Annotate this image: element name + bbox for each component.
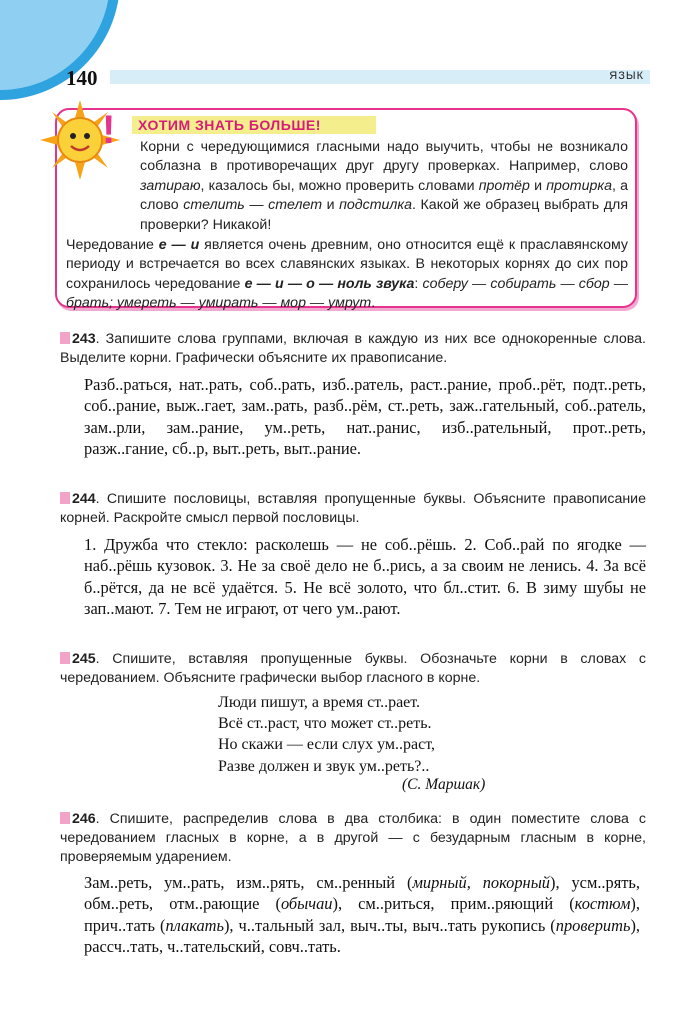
section-label: ЯЗЫК (609, 70, 644, 82)
info-paragraph-1: Корни с чередующимися гласными надо выучить, чтобы не возникало соблазна в противоречащих друг другу проверках. Например, слово затираю, казалось бы, можно проверить словами протёр и протирка, а слово стелить — стелет и подстилка. Какой же образец выбрать для проверки? Никакой! (140, 139, 629, 233)
poem-line: Люди пишут, а время ст..рает. (218, 694, 421, 711)
task-number: 244 (72, 491, 96, 507)
task-marker (60, 652, 70, 664)
info-box-title: ХОТИМ ЗНАТЬ БОЛЬШЕ! (132, 116, 376, 134)
poem-line: Но скажи — если слух ум..раст, (218, 736, 436, 754)
task-245-instruction: 245. Спишите, вставляя пропущенные буквы. Обозначьте корни в словах с чередованием. Объясните графически выбор гласного в корне. (60, 651, 646, 686)
task-marker (60, 812, 70, 824)
task-marker (60, 492, 70, 504)
header-band (110, 70, 650, 84)
task-244-instruction: 244. Спишите пословицы, вставляя пропущенные буквы. Объясните правописание корней. Раскройте смысл первой пословицы. (60, 491, 646, 526)
task-243-exercise: Разб..раться, нат..рать, соб..рать, изб..ратель, раст..рание, проб..рёт, подт..реть, соб..рание, выж..гает, зам..рать, разб..рём, ст..реть, заж..гательный, соб..ратель, зам..рли, зам..рание, ум..реть, нат..ранис, изб..рательный, прот..реть, разж..гание, сб..р, выт..реть, выт..рание. (84, 375, 646, 459)
task-245-poem (218, 692, 435, 777)
task-number: 243 (72, 331, 96, 347)
exclamation-icon: ! (102, 108, 116, 152)
task-244-exercise: 1. Дружба что стекло: расколешь — не соб..рёшь. 2. Соб..рай по ягодке — наб..рёшь кузовок. 3. Не за своё дело не б..рись, а за своим не ленись. 4. За всё б..рётся, да не всё удаётся. 5. Не всё золото, что бл..стит. 6. В зиму шубы не зап..мают. 7. Тем не играют, от чего ум..рают. (84, 535, 646, 619)
info-paragraph-2: Чередование е — и является очень древним, оно относится ещё к праславянскому периоду и встречается во всех славянских языках. В некоторых корнях до сих пор сохранилось чередование е — и — о — ноль звука: соберу — собирать — сбор — брать; умереть — умирать — мор — умрут. (66, 237, 628, 312)
poem-author: (С. Маршак) (402, 776, 486, 793)
task-number: 246 (72, 811, 96, 827)
poem-line: Разве должен и звук ум..реть?.. (218, 757, 430, 775)
task-marker (60, 332, 70, 344)
page-number: 140 (66, 66, 98, 90)
task-246-instruction: 246. Спишите, распределив слова в два столбика: в один поместите слова с чередованием гласных в корне, а в другой — с безударным гласным в корне, проверяемым ударением. (60, 811, 646, 865)
task-246-exercise: Зам..реть, ум..рать, изм..рять, см..ренный (мирный, покорный), усм..рять, обм..реть, отм..рающие (обычаи), см..риться, прим..ряющий (костюм), прич..тать (плакать), ч..тальный зал, выч..ты, выч..тать рукопись (проверить), рассч..тать, ч..тательский, совч..тать. (84, 873, 640, 957)
task-243-instruction: 243. Запишите слова группами, включая в каждую из них все однокоренные слова. Выделите корни. Графически объясните их правописание. (60, 331, 646, 366)
poem-line: Всё ст..раст, что может ст..реть. (218, 715, 432, 733)
task-number: 245 (72, 651, 96, 667)
